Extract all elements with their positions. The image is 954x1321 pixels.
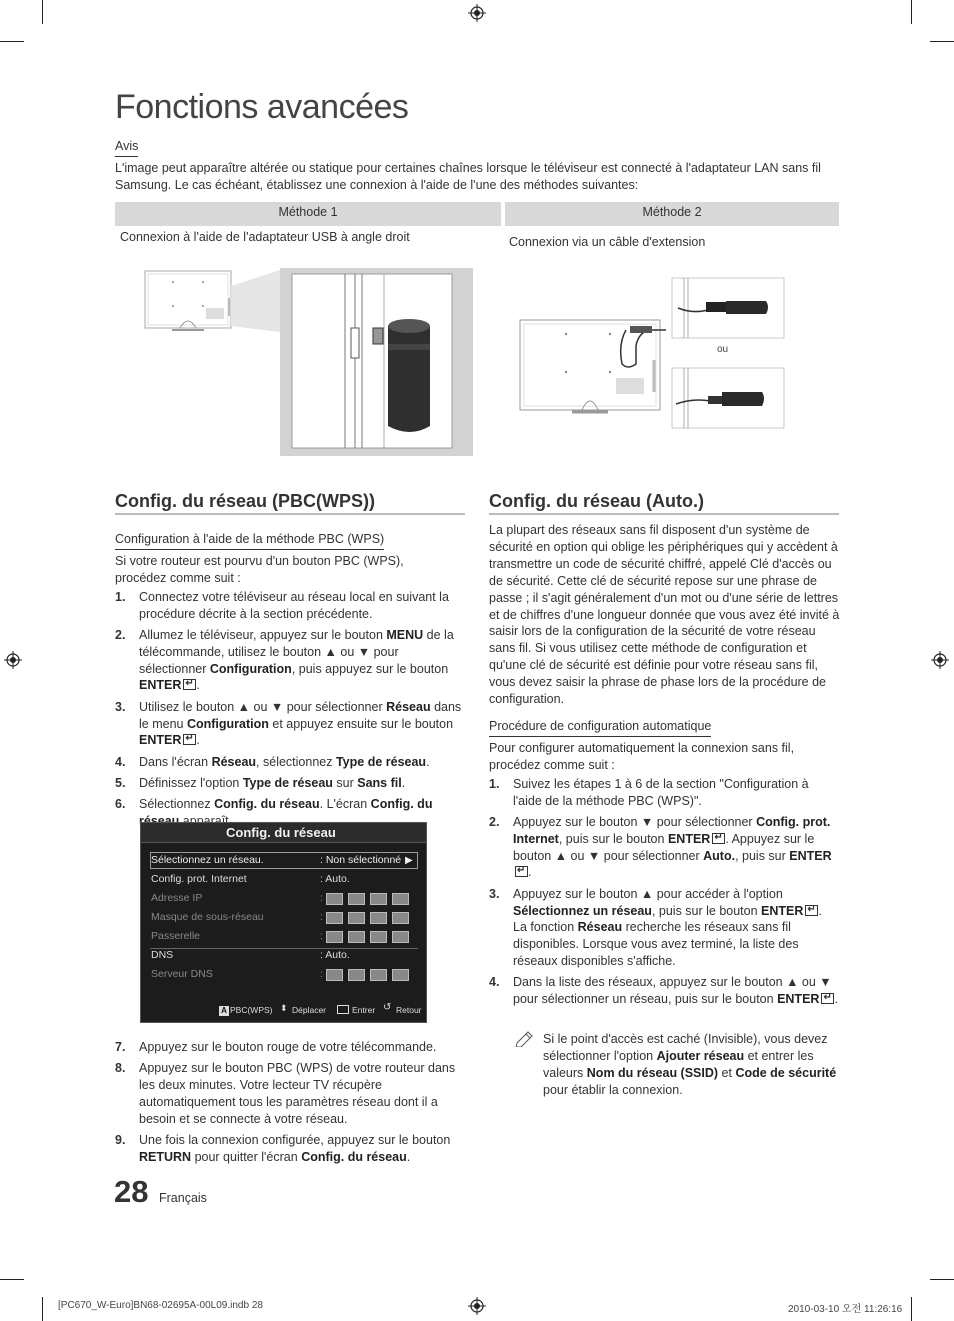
- step-text: Appuyez sur le bouton PBC (WPS) de votre routeur dans les deux minutes. Votre lecteur TV récupère automatiquement tous les paramètres réseau dont il a besoin et se connecte à votre réseau.: [139, 1061, 456, 1126]
- registration-mark-icon: [468, 1297, 486, 1315]
- step-text: Appuyez sur le bouton rouge de votre télécommande.: [139, 1040, 437, 1054]
- osd-row-label: DNS: [151, 949, 174, 961]
- step-text: Définissez l'option Type de réseau sur Sans fil.: [139, 775, 406, 790]
- method-1-desc: Connexion à l'aide de l'adaptateur USB à angle droit: [120, 230, 410, 244]
- osd-row-value: :: [320, 930, 323, 942]
- osd-row-label: Sélectionnez un réseau.: [151, 854, 264, 866]
- osd-row-dns[interactable]: [151, 947, 173, 964]
- wps-step: [115, 775, 465, 792]
- auto-note: Si le point d'accès est caché (Invisible), vous devez sélectionner l'option Ajouter réseau et entrer les valeurs Nom du réseau (SSID) et Code de sécurité pour établir la connexion.: [543, 1032, 837, 1097]
- osd-row-ip-address: [151, 890, 202, 907]
- step-number: 9.: [115, 1132, 126, 1147]
- osd-row-value: : Non sélectionné: [320, 854, 402, 866]
- step-number: 4.: [489, 975, 500, 990]
- wps-intro: Si votre routeur est pourvu d'un bouton PBC (WPS), procédez comme suit :: [115, 554, 404, 585]
- osd-row-label: Masque de sous-réseau: [151, 911, 264, 923]
- osd-footer-enter[interactable]: Entrer: [352, 1005, 376, 1015]
- print-slug-right: 2010-03-10 오전 11:26:16: [788, 1304, 903, 1315]
- step-number: 8.: [115, 1061, 126, 1076]
- red-a-key-icon: A: [219, 1006, 229, 1016]
- return-icon: ↺: [383, 1002, 392, 1013]
- wps-steps-list-2: [115, 1039, 465, 1170]
- auto-subheading-text: Procédure de configuration automatique: [489, 718, 711, 737]
- osd-row-value: : Auto.: [320, 873, 350, 885]
- auto-sub-intro: Pour configurer automatiquement la connexion sans fil, procédez comme suit :: [489, 741, 795, 772]
- step-text: Appuyez sur le bouton ▼ pour sélectionner Config. prot. Internet, puis sur le bouton ENTER↵ . Appuyez sur le bouton ▲ ou ▼ pour sélectionner Auto., puis sur ENTER↵.: [513, 814, 839, 881]
- osd-row-gateway: [151, 928, 200, 945]
- step-text: Dans l'écran Réseau, sélectionnez Type de réseau.: [139, 754, 430, 769]
- step-text: Sélectionnez Config. du réseau. L'écran Config. du: [139, 797, 433, 812]
- page-language: Français: [159, 1191, 207, 1205]
- crop-mark: [42, 1297, 43, 1321]
- osd-footer-move[interactable]: Déplacer: [292, 1005, 327, 1015]
- osd-footer: [141, 999, 426, 1023]
- osd-row-label: Serveur DNS: [151, 968, 213, 980]
- step-number: 5.: [115, 775, 126, 790]
- wps-step: [115, 754, 465, 771]
- method-1-header: Méthode 1: [115, 202, 501, 226]
- step-number: 7.: [115, 1040, 126, 1054]
- step-number: 2.: [115, 628, 126, 643]
- wps-step: [115, 1039, 465, 1056]
- osd-row-value: :: [320, 911, 323, 923]
- chevron-right-icon: ▶: [405, 855, 413, 866]
- network-setup-osd: [140, 822, 427, 1023]
- osd-row-label: Adresse IP: [151, 892, 203, 904]
- method-2-desc: Connexion via un câble d'extension: [509, 235, 706, 249]
- osd-footer-return[interactable]: Retour: [396, 1005, 422, 1015]
- osd-row-value: :: [320, 892, 323, 904]
- osd-row-value: :: [320, 968, 323, 980]
- crop-mark: [930, 1279, 954, 1280]
- wps-heading: Config. du réseau (PBC(WPS)): [115, 491, 375, 511]
- step-text: Allumez le téléviseur, appuyez sur le bouton MENU de la télécommande, utilisez le bouton ▲ ou ▼ pour sélectionner Configuration, puis appuyez sur le bouton ENTER↵ .: [139, 627, 465, 694]
- step-number: 1.: [489, 777, 500, 791]
- method-2-or-label: ou: [717, 344, 729, 355]
- osd-row-value: : Auto.: [320, 949, 350, 961]
- registration-mark-icon: [468, 4, 486, 22]
- step-text: Utilisez le bouton ▲ ou ▼ pour sélectionner Réseau dans le menu Configuration et appuyez ensuite sur le bouton ENTER↵ .: [139, 699, 465, 749]
- method-2-header: Méthode 2: [505, 202, 839, 226]
- osd-row-ip-config[interactable]: [151, 871, 247, 888]
- step-number: 3.: [115, 699, 126, 714]
- auto-intro: La plupart des réseaux sans fil disposent d'un système de sécurité en option qui oblige les périphériques qui y accèdent à transmettre un code de sécurité chiffré, appelé Clé d'accès ou de sécurité. Cette clé de sécurité repose sur une phrase de passe ; il s'agit généralement d'un mot ou d'une série de lettres et de chiffres d'une longueur donnée que vous avez été invité à saisir lors de la configuration de la sécurité de votre réseau sans fil. Si vous utilisez cette méthode de configuration et qu'une clé de sécurité est définie pour votre réseau sans fil, vous devez saisir la phrase de phase lors de la procédure de configuration.: [489, 523, 840, 707]
- step-number: 1.: [115, 590, 126, 604]
- osd-title-bar: [141, 823, 426, 843]
- notice-heading: [115, 138, 138, 157]
- pencil-note-icon: [514, 1029, 536, 1047]
- wps-steps-list: [115, 589, 465, 834]
- step-number: 6.: [115, 797, 126, 812]
- crop-mark: [0, 41, 24, 42]
- wps-step: [115, 589, 465, 623]
- auto-heading: Config. du réseau (Auto.): [489, 491, 704, 511]
- auto-step: [489, 776, 839, 810]
- page-number: 28: [114, 1174, 149, 1209]
- auto-steps-list: [489, 776, 839, 1012]
- auto-step: [489, 814, 839, 881]
- osd-row-subnet-mask: [151, 909, 264, 926]
- registration-mark-icon: [4, 651, 22, 669]
- print-slug-left: [PC670_W-Euro]BN68-02695A-00L09.indb 28: [58, 1300, 263, 1311]
- osd-row-select-network[interactable]: [151, 852, 264, 869]
- step-text: Dans la liste des réseaux, appuyez sur le bouton ▲ ou ▼ pour sélectionner un réseau, puis sur le bouton ENTER↵ .: [513, 974, 839, 1008]
- step-text: Connectez votre téléviseur au réseau local en suivant la procédure décrite à la section précédente.: [139, 590, 449, 621]
- up-down-arrow-icon: ⬍: [280, 1003, 288, 1013]
- auto-heading-rule: [489, 513, 839, 515]
- osd-footer-pbc[interactable]: PBC(WPS): [230, 1005, 273, 1015]
- crop-mark: [911, 0, 912, 24]
- auto-step: [489, 974, 839, 1008]
- wps-step: [115, 627, 465, 694]
- wps-step: [115, 1132, 465, 1166]
- wps-subheading: [115, 531, 384, 550]
- enter-key-icon: [337, 1005, 349, 1014]
- method-1-illustration: [140, 266, 475, 458]
- osd-divider: [150, 948, 418, 949]
- method-2-illustration: [518, 274, 790, 430]
- crop-mark: [911, 1297, 912, 1321]
- step-text: Suivez les étapes 1 à 6 de la section "Configuration à l'aide de la méthode PBC (WPS)".: [513, 777, 809, 808]
- osd-title: Config. du réseau: [226, 825, 336, 840]
- auto-subheading: [489, 718, 711, 737]
- osd-row-dns-server: [151, 966, 213, 983]
- wps-step: [115, 699, 465, 749]
- notice-text: L'image peut apparaître altérée ou statique pour certaines chaînes lorsque le téléviseur est connecté à l'adaptateur LAN sans fil Samsung. Le cas échéant, établissez une connexion à l'aide de l'une des méthodes suivantes:: [115, 161, 821, 192]
- osd-row-label: Passerelle: [151, 930, 201, 942]
- step-number: 4.: [115, 754, 126, 769]
- step-number: 2.: [489, 815, 500, 830]
- crop-mark: [930, 41, 954, 42]
- step-number: 3.: [489, 886, 500, 901]
- wps-subheading-text: Configuration à l'aide de la méthode PBC (WPS): [115, 531, 384, 550]
- step-text: Une fois la connexion configurée, appuyez sur le bouton RETURN pour quitter l'écran Config. du réseau.: [139, 1132, 451, 1164]
- crop-mark: [42, 0, 43, 24]
- wps-step: [115, 1060, 465, 1127]
- registration-mark-icon: [931, 651, 949, 669]
- notice-heading-text: Avis: [115, 138, 138, 157]
- auto-step: [489, 886, 839, 970]
- osd-row-label: Config. prot. Internet: [151, 873, 247, 885]
- step-text: Appuyez sur le bouton ▲ pour accéder à l'option Sélectionnez un réseau, puis sur le bouton ENTER↵ . La fonction Réseau recherche les réseaux sans fil disponibles. Lorsque vous avez terminé, la liste des réseaux disponibles s'affiche.: [513, 886, 839, 970]
- page-title: Fonctions avancées: [115, 88, 409, 126]
- crop-mark: [0, 1279, 24, 1280]
- wps-heading-rule: [115, 513, 465, 515]
